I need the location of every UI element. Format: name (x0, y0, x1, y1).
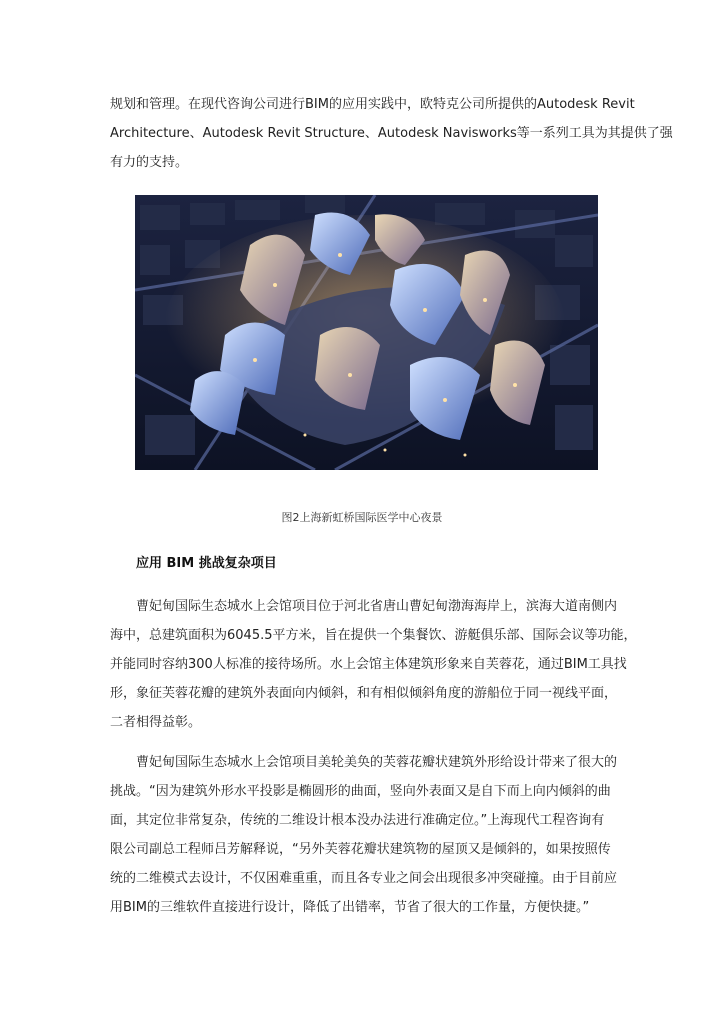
intro-paragraph (110, 90, 673, 177)
text-line: 限公司副总工程师吕芳解释说，“另外芙蓉花瓣状建筑物的屋顶又是倾斜的，如果按照传 (110, 842, 611, 857)
text-line: 海中，总建筑面积为6045.5平方米，旨在提供一个集餐饮、游艇俱乐部、国际会议等功能， (110, 628, 637, 643)
text-line: 面，其定位非常复杂，传统的二维设计根本没办法进行准确定位。”上海现代工程咨询有 (110, 813, 605, 828)
text-line: 用BIM的三维软件直接进行设计，降低了出错率，节省了很大的工作量，方便快捷。” (110, 900, 590, 915)
body-paragraph-2 (110, 748, 618, 922)
text-line: 曹妃甸国际生态城水上会馆项目位于河北省唐山曹妃甸渤海海岸上，滨海大道南侧内 (136, 599, 618, 614)
text-line: 规划和管理。在现代咨询公司进行BIM的应用实践中，欧特克公司所提供的Autodesk Revit (110, 97, 635, 112)
medical-center-night-photo (135, 195, 598, 470)
text-line: 统的二维模式去设计，不仅困难重重，而且各专业之间会出现很多冲突碰撞。由于目前应 (110, 871, 618, 886)
text-line: 挑战。“因为建筑外形水平投影是椭圆形的曲面，竖向外表面又是自下而上向内倾斜的曲 (110, 784, 611, 799)
text-line: 二者相得益彰。 (110, 715, 202, 730)
text-line: 曹妃甸国际生态城水上会馆项目美轮美奂的芙蓉花瓣状建筑外形给设计带来了很大的 (136, 755, 618, 770)
section-heading: 应用 BIM 挑战复杂项目 (136, 556, 277, 571)
text-line: 并能同时容纳300人标准的接待场所。水上会馆主体建筑形象来自芙蓉花，通过BIM工具找 (110, 657, 627, 672)
text-line: 有力的支持。 (110, 155, 189, 170)
body-paragraph-1 (110, 592, 637, 737)
text-line: Architecture、Autodesk Revit Structure、Autodesk Navisworks等一系列工具为其提供了强 (110, 126, 673, 141)
text-line: 形，象征芙蓉花瓣的建筑外表面向内倾斜，和有相似倾斜角度的游船位于同一视线平面， (110, 686, 618, 701)
figure-caption: 图2上海新虹桥国际医学中心夜景 (281, 511, 443, 524)
